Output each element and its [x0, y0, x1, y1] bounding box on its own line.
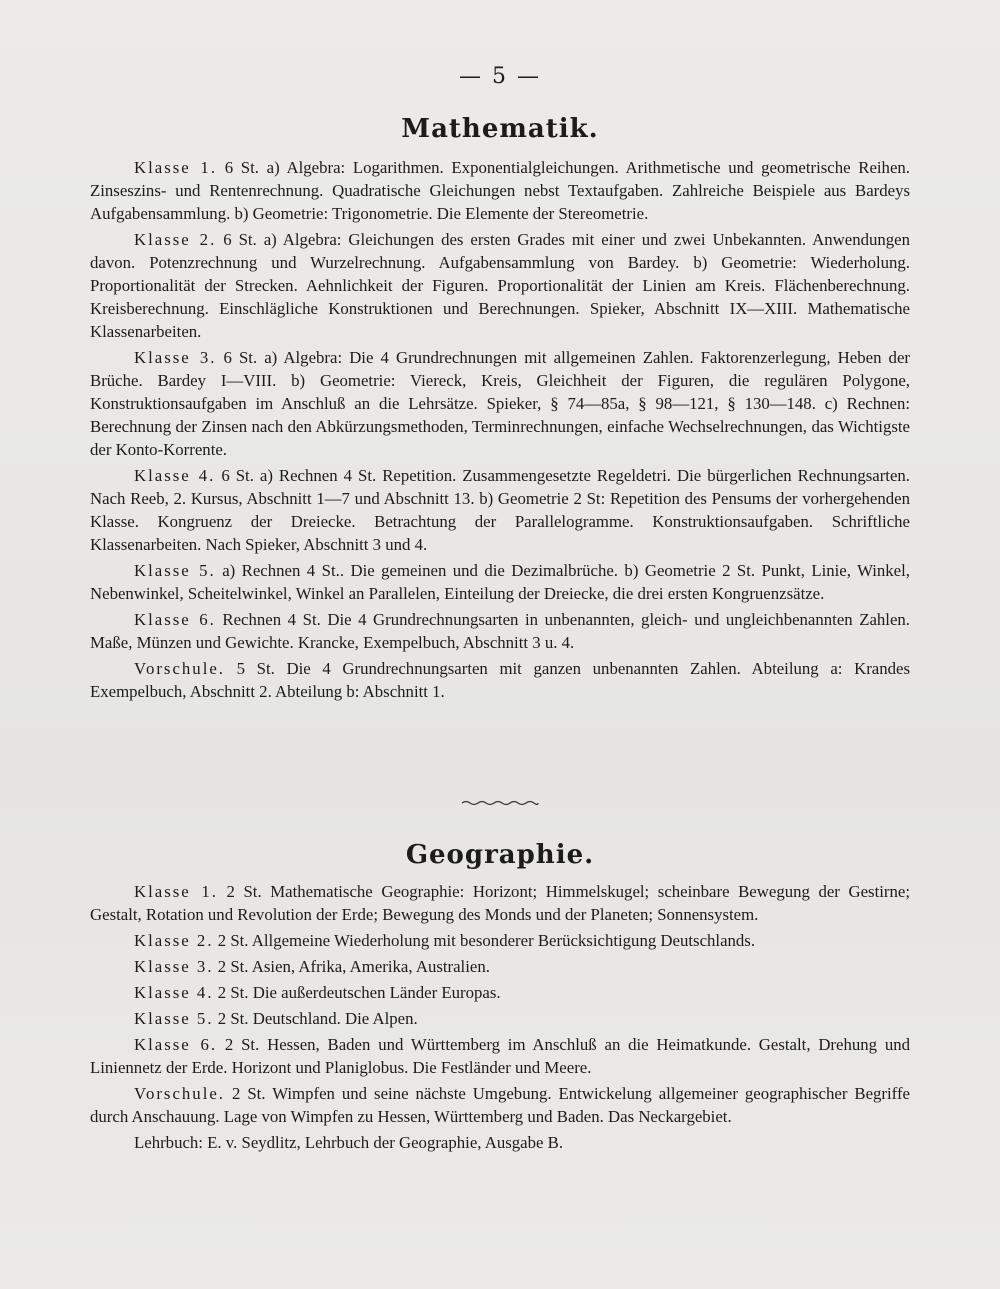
paragraph [90, 228, 910, 343]
paragraph [90, 1007, 910, 1030]
paragraph-text: 2 St. Hessen, Baden und Württemberg im Anschluß an die Heimatkunde. Gestalt, Drehung und Liniennetz der Erde. Horizont und Planiglobus. Die Festländer und Meere. [90, 1035, 910, 1077]
paragraph [90, 559, 910, 605]
paragraph-textbook [90, 1131, 910, 1154]
paragraph [90, 981, 910, 1004]
paragraph [90, 1033, 910, 1079]
paragraph [90, 156, 910, 225]
paragraph [90, 608, 910, 654]
paragraph [90, 464, 910, 556]
class-label: Vorschule. [134, 1084, 225, 1103]
class-label: Klasse 1. [134, 158, 218, 177]
section-title-mathematik: Mathematik. [401, 114, 599, 144]
paragraph-text: 2 St. Wimpfen und seine nächste Umgebung. Entwickelung allgemeiner geographischer Begriffe durch Anschauung. Lage von Wimpfen zu Hessen, Württemberg und Baden. Das Neckargebiet. [90, 1084, 910, 1126]
paragraph-text: 2 St. Die außerdeutschen Länder Europas. [213, 983, 501, 1002]
decorative-divider [460, 800, 540, 806]
class-label: Klasse 2. [134, 931, 214, 950]
paragraph [90, 657, 910, 703]
paragraph-text: 6 St. a) Algebra: Die 4 Grundrechnungen mit allgemeinen Zahlen. Faktorenzerlegung, Heben der Brüche. Bardey I—VIII. b) Geometrie: Viereck, Kreis, Gleichheit der Figuren, die regulären Polygone, Konstruktionsaufgaben im Anschluß an die Lehrsätze. Spieker, § 74—85a, § 98—121, § 130—148. c) Rechnen: Berechnung der Zinsen nach den Abkürzungsmethoden, Terminrechnungen, einfache Wechselrechnungen, das Wichtigste der Konto-Korrente. [90, 348, 910, 459]
paragraph-text: 2 St. Mathematische Geographie: Horizont; Himmelskugel; scheinbare Bewegung der Gestirne; Gestalt, Rotation und Revolution der Erde; Bewegung des Monds und der Planeten; Sonnensystem. [90, 882, 910, 924]
paragraph [90, 346, 910, 461]
class-label: Klasse 3. [134, 348, 217, 367]
paragraph-text: 2 St. Asien, Afrika, Amerika, Australien. [213, 957, 490, 976]
paragraph-text: 6 St. a) Algebra: Logarithmen. Exponentialgleichungen. Arithmetische und geometrische Reihen. Zinseszins- und Rentenrechnung. Quadratische Gleichungen nebst Textaufgaben. Zahlreiche Beispiele aus Bardeys Aufgabensammlung. b) Geometrie: Trigonometrie. Die Elemente der Stereometrie. [90, 158, 910, 223]
paragraph [90, 929, 910, 952]
paragraph-text: Lehrbuch: E. v. Seydlitz, Lehrbuch der Geographie, Ausgabe B. [134, 1133, 564, 1152]
paragraph-text: 2 St. Deutschland. Die Alpen. [213, 1009, 418, 1028]
geographie-body [90, 880, 910, 1157]
paragraph-text: Rechnen 4 St. Die 4 Grundrechnungsarten in unbenannten, gleich- und ungleichbenannten Zahlen. Maße, Münzen und Gewichte. Krancke, Exempelbuch, Abschnitt 3 u. 4. [90, 610, 910, 652]
class-label: Klasse 6. [134, 610, 216, 629]
class-label: Klasse 4. [134, 983, 214, 1002]
class-label: Klasse 2. [134, 230, 217, 249]
class-label: Klasse 3. [134, 957, 214, 976]
paragraph [90, 1082, 910, 1128]
paragraph-text: 6 St. a) Rechnen 4 St. Repetition. Zusammengesetzte Regeldetri. Die bürgerlichen Rechnungsarten. Nach Reeb, 2. Kursus, Abschnitt 1—7 und Abschnitt 13. b) Geometrie 2 St: Repetition des Pensums der vorhergehenden Klasse. Kongruenz der Dreiecke. Betrachtung der Parallelogramme. Konstruktionsaufgaben. Schriftliche Klassenarbeiten. Nach Spieker, Abschnitt 3 und 4. [90, 466, 910, 554]
class-label: Klasse 1. [134, 882, 218, 901]
page-number: — 5 — [459, 64, 541, 89]
paragraph-text: a) Rechnen 4 St.. Die gemeinen und die Dezimalbrüche. b) Geometrie 2 St. Punkt, Linie, Winkel, Nebenwinkel, Scheitelwinkel, Winkel an Parallelen, Einteilung der Dreiecke, die drei ersten Kongruenzsätze. [90, 561, 910, 603]
paragraph [90, 880, 910, 926]
class-label: Klasse 4. [134, 466, 216, 485]
mathematik-body [90, 156, 910, 706]
class-label: Vorschule. [134, 659, 225, 678]
paragraph-text: 5 St. Die 4 Grundrechnungsarten mit ganzen unbenannten Zahlen. Abteilung a: Krandes Exempelbuch, Abschnitt 2. Abteilung b: Abschnitt 1. [90, 659, 910, 701]
paragraph-text: 2 St. Allgemeine Wiederholung mit besonderer Berücksichtigung Deutschlands. [213, 931, 756, 950]
paragraph [90, 955, 910, 978]
class-label: Klasse 5. [134, 1009, 214, 1028]
class-label: Klasse 5. [134, 561, 216, 580]
section-title-geographie: Geographie. [405, 840, 595, 870]
paragraph-text: 6 St. a) Algebra: Gleichungen des ersten Grades mit einer und zwei Unbekannten. Anwendungen davon. Potenzrechnung und Wurzelrechnung. Aufgabensammlung von Bardey. b) Geometrie: Wiederholung. Proportionalität der Strecken. Aehnlichkeit der Figuren. Proportionalität der Linien am Kreis. Flächenberechnung. Kreisberechnung. Einschlägliche Konstruktionen und Berechnungen. Spieker, Abschnitt IX—XIII. Mathematische Klassenarbeiten. [90, 230, 910, 341]
class-label: Klasse 6. [134, 1035, 218, 1054]
